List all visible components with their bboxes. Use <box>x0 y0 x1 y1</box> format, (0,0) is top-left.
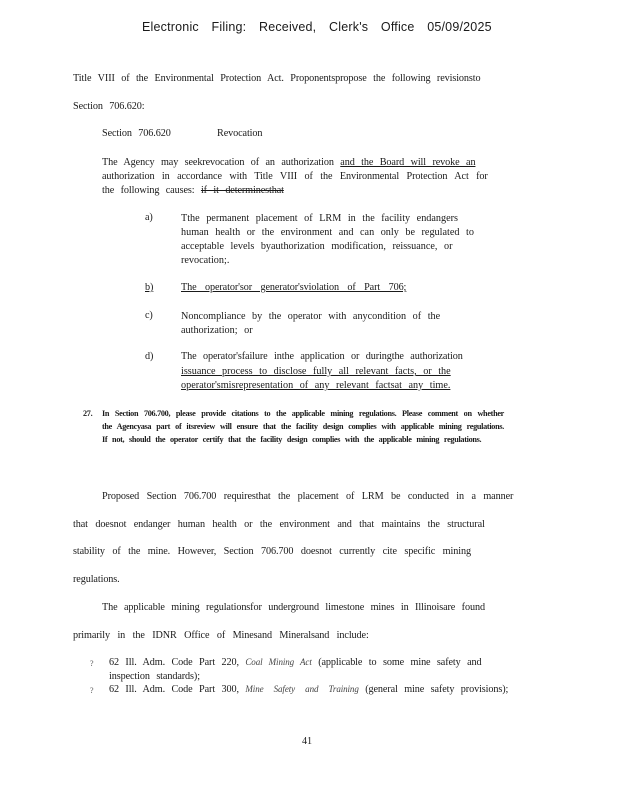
page-number: 41 <box>302 736 312 747</box>
answer-line: The applicable mining regulationsfor underground limestone mines in Illinoisare found <box>102 602 485 613</box>
filing-header: Electronic Filing: Received, Clerk's Office 05/09/2025 <box>142 20 492 34</box>
answer-line: regulations. <box>73 574 120 585</box>
item-text: Tthe permanent placement of LRM in the facility endangers human health or the environment and can only be regulated to acceptable levels byauthorization modification, reissuance, or revocation;. <box>181 213 474 266</box>
answer-line: stability of the mine. However, Section 706.700 doesnot currently cite specific mining <box>73 546 471 557</box>
paragraph-line <box>102 157 475 168</box>
item-label: a) <box>145 212 153 223</box>
bullet-line <box>109 657 482 668</box>
paragraph-line <box>102 185 284 196</box>
bullet-continuation: inspection standards); <box>109 671 200 682</box>
item-text-underlined: issuance process to disclose fully all relevant facts, or the operator'smisrepresentation of any relevant factsat any time. <box>181 366 451 391</box>
bullet-title: Mine Safety and Training <box>245 684 359 694</box>
bullet-title: Coal Mining Act <box>245 657 312 667</box>
intro-line-1: Title VIII of the Environmental Protection Act. Proponentspropose the following revisionsto <box>73 73 481 84</box>
item-label: d) <box>145 351 154 362</box>
struck-deletion: if it determinesthat <box>200 185 284 196</box>
item-label: b) <box>145 282 154 293</box>
question-number: 27. <box>83 409 93 418</box>
answer-line: primarily in the IDNR Office of Minesand Mineralsand include: <box>73 630 369 641</box>
bullet-note: (applicable to some mine safety and <box>318 657 482 668</box>
answer-line: that doesnot endanger human health or the environment and that maintains the structural <box>73 519 485 530</box>
bullet-marker: ? <box>90 659 94 668</box>
paragraph-line: authorization in accordance with Title VIII of the Environmental Protection Act for <box>102 171 488 182</box>
section-name: Revocation <box>217 128 263 139</box>
item-text: The operator'sfailure inthe application or duringthe authorization <box>181 351 463 362</box>
paragraph-text: the following causes: <box>102 185 195 196</box>
intro-line-2: Section 706.620: <box>73 101 145 112</box>
paragraph-text: The Agency may seekrevocation of an authorization <box>102 157 334 168</box>
question-text: In Section 706.700, please provide citations to the applicable mining regulations. Please comment on whether the Agencyasa part of itsreview will ensure that the facility design complies with applicable mining regulations. If not, should the operator certify that the facility design complies with the applicable mining regulations. <box>102 409 504 445</box>
underlined-insertion: and the Board will revoke an <box>340 157 476 168</box>
bullet-note: (general mine safety provisions); <box>365 684 509 695</box>
item-text: Noncompliance by the operator with anycondition of the authorization; or <box>181 311 441 336</box>
bullet-marker: ? <box>90 686 94 695</box>
section-title: Section 706.620 <box>102 128 171 139</box>
answer-line: Proposed Section 706.700 requiresthat the placement of LRM be conducted in a manner <box>102 491 514 502</box>
bullet-citation: 62 Ill. Adm. Code Part 220, <box>109 657 239 668</box>
bullet-line <box>109 684 508 695</box>
bullet-citation: 62 Ill. Adm. Code Part 300, <box>109 684 239 695</box>
item-label: c) <box>145 310 153 321</box>
item-text: The operator'sor generator'sviolation of Part 706; <box>181 282 407 293</box>
